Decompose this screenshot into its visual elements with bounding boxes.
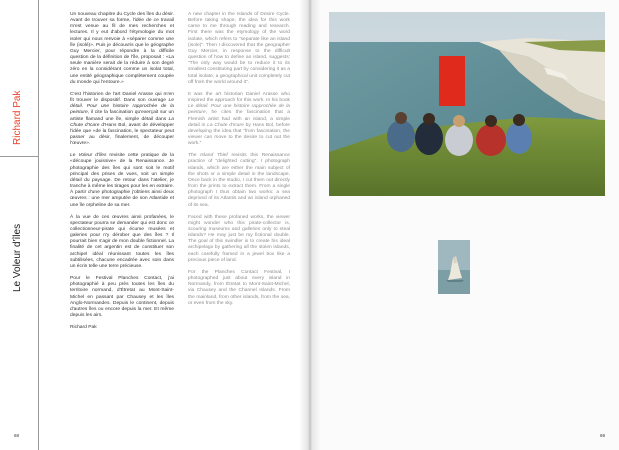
folio-left: 68 bbox=[14, 433, 20, 438]
fr-paragraph-2: C'est l'historien de l'art Daniel Arasse qui m'en fit trouver le dispositif. Dans son ouvrage Le détail. Pour une histoire rapprochée de la peinture, il cite la fascination qu'exerçait sur un artiste flamand une île, simple détail dans La Chute d'Icare d'Hans Bol, avant de développer l'idée que «de la fascination, le spectateur peut passer au désir, finalement, de découper l'œuvre». bbox=[70, 91, 174, 147]
red-cutout-mark bbox=[439, 56, 465, 106]
french-column bbox=[70, 12, 174, 337]
en-paragraph-3: The Island Thief revisits this Renaissance practice of “delighted cutting”. I photograph islands, which are either the main subject of the shots or a simple detail in the landscape. Once back in the studio, I cut them out directly from the prints to extract them. From a single photograph I thus obtain two works: a sea deprived of its Atlantis and an island orphaned of its sea. bbox=[188, 153, 290, 208]
spine-shadow bbox=[299, 0, 321, 450]
island-photo-icon bbox=[438, 240, 470, 294]
fr-paragraph-3: Le Voleur d'îles revisite cette pratique de la «découpe jouissive» de la Renaissance. Je photographie des îles qui sont soit le motif principal des prises de vues, soit un simple détail du paysage. De retour dans l'atelier, je tranche à même les tirages pour les en extraire. À partir d'une photographie j'obtiens ainsi deux œuvres : une mer amputée de son Atlantide et une île orpheline de sa mer. bbox=[70, 153, 174, 208]
en-paragraph-5: For the Planches Contact Festival, I photographed just about every island in Normandy, from Étretat to Mont-Saint-Michel, via Chausey and the Channel Islands. From the mainland, from other islands, from the sea, or even from the sky. bbox=[188, 269, 290, 306]
fr-paragraph-1: Un nouveau chapitre du Cycle des îles du désir. Avant de trouver sa forme, l'idée de ce travail m'est venue au fil de mes recherches et lectures. Il y eut d'abord l'étymologie du mot isoler qui nous renvoie à «séparer comme une île (isolé)». Puis je découvris que le géographe Guy Mercier, pour répondre à la difficile question de la définition de l'île, proposait : «La seule manière serait de la réduire à son degré zéro en la considérant comme un isolat total, une entité géographique complètement coupée du monde qui l'entoure.» bbox=[70, 12, 174, 85]
fr-paragraph-5: Pour le Festival Planches Contact, j'ai photographié à peu près toutes les îles du territoire normand, d'Étretat au Mont-Saint-Michel en passant par Chausey et les îles Anglo-Normandes. Depuis le continent, depuis d'autres îles ou encore depuis la mer. Et même depuis les airs. bbox=[70, 276, 174, 319]
left-page bbox=[0, 0, 309, 450]
folio-right: 69 bbox=[599, 433, 605, 438]
author-name: Richard Pak bbox=[12, 90, 23, 145]
en-paragraph-1: A new chapter in the Islands of Desire Cycle. Before taking shape, the idea for this work came to me through reading and research. First there was the etymology of the word isolate, which refers to “separate like an island (isole)”. Then I discovered that the geographer Guy Mercier, in response to the difficult question of how to define an island, suggests: “The only way would be to reduce it to its smallest constituting part by considering it as a total isolate, a geographical unit completely cut off from the world around it”. bbox=[188, 12, 290, 85]
en-paragraph-2: It was the art historian Daniel Arasse who inspired the approach for this work. In his book Le détail. Pour une histoire rapprochée de la peinture, he cites the fascination that a Flemish artist had with an island, a simple detail in La Chute d'Icare by Hans Bol, before developing the idea that “from fascination, the viewer can move to the desire to cut out the work.” bbox=[188, 91, 291, 147]
sidebar-rule bbox=[0, 156, 38, 157]
fr-paragraph-4: À la vue de ces œuvres ainsi profanées, le spectateur pourra se demander qui est donc ce collectionneur-pirate qui écume musées et galeries pour n'y dérober que des îles ? Il pourrait bien s'agir de mon double fictionnel. La finalité de cet argentin est de constituer son archipel idéal réunissant toutes les îles subtilisées, chacune encadrée avec soin dans un écrin telle une terre précieuse. bbox=[70, 214, 174, 269]
cliff-photo-icon bbox=[329, 12, 605, 196]
photo-island-cutout bbox=[438, 240, 470, 294]
photo-cliffs-with-cutout bbox=[329, 12, 605, 196]
article-title: Le Voleur d'îles bbox=[12, 223, 23, 292]
english-column bbox=[188, 12, 290, 313]
en-paragraph-4: Faced with these profaned works, the viewer might wonder who this pirate-collector is, scouring museums and galleries only to steal islands? He may just be my fictional double. The goal of this swindler is to create his ideal archipelago by gathering all the stolen islands, each carefully framed in a jewel box like a precious piece of land. bbox=[188, 214, 290, 263]
signature: Richard Pak bbox=[70, 325, 97, 331]
sidebar-divider bbox=[38, 0, 39, 450]
